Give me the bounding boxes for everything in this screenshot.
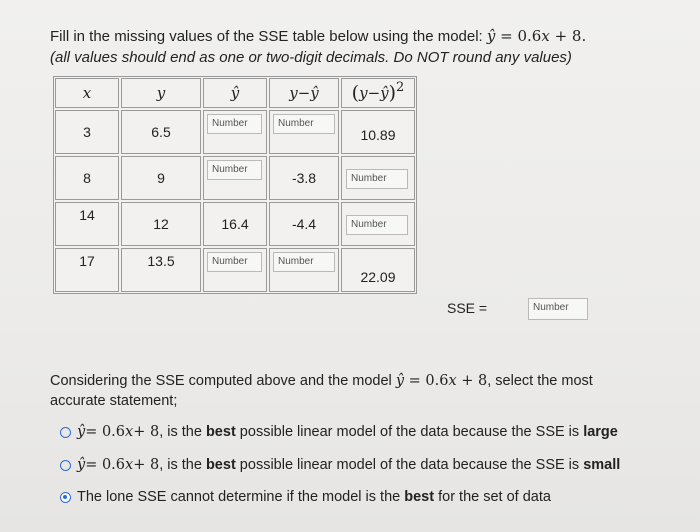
- table-row-4-x: 17: [55, 248, 119, 292]
- prompt-text: [50, 27, 586, 45]
- residual-input-row-1[interactable]: Number: [273, 114, 335, 134]
- table-row-1-squared: 10.89: [341, 110, 415, 154]
- yhat-input-row-2[interactable]: Number: [207, 160, 262, 180]
- sse-input[interactable]: Number: [528, 298, 588, 320]
- table-row-3-x: 14: [55, 202, 119, 246]
- table-row-3-y: 12: [121, 202, 201, 246]
- sse-table: [53, 76, 417, 294]
- table-row-2-x: 8: [55, 156, 119, 200]
- question-text: Considering the SSE computed above and the model ŷ = 0.6x + 8, select the most accurate statement;: [50, 373, 593, 409]
- header-y: y: [121, 78, 201, 108]
- yhat-input-row-4[interactable]: Number: [207, 252, 262, 272]
- table-row-3-squared: [341, 202, 415, 246]
- header-yhat: ŷ: [203, 78, 267, 108]
- prompt-instructions: (all values should end as one or two-digit decimals. Do NOT round any values): [50, 49, 572, 66]
- header-residual: y − ŷ: [269, 78, 339, 108]
- table-row-4-y: 13.5: [121, 248, 201, 292]
- table-row-1-y: 6.5: [121, 110, 201, 154]
- table-row-4-squared: 22.09: [341, 248, 415, 292]
- model-x: x: [541, 27, 550, 45]
- radio-option-3-selected[interactable]: [60, 492, 71, 503]
- option-2[interactable]: ŷ = 0.6 x + 8 , is the best possible linear model of the data because the SSE is small: [60, 457, 620, 473]
- table-row-1-yhat: [203, 110, 267, 154]
- prompt-prefix: Fill in the missing values of the SSE table below using the model:: [50, 28, 487, 45]
- model-eq: = 0.6: [495, 27, 542, 45]
- sse-label: SSE =: [447, 300, 488, 316]
- squared-input-row-2[interactable]: Number: [346, 169, 408, 189]
- model-yhat: ŷ: [486, 27, 496, 45]
- table-row-1-x: 3: [55, 110, 119, 154]
- table-row-4-residual: [269, 248, 339, 292]
- squared-input-row-3[interactable]: Number: [346, 215, 408, 235]
- table-row-1-residual: [269, 110, 339, 154]
- header-x: x: [55, 78, 119, 108]
- table-row-2-y: 9: [121, 156, 201, 200]
- radio-option-2[interactable]: [60, 460, 71, 471]
- yhat-input-row-1[interactable]: Number: [207, 114, 262, 134]
- table-row-3-residual: -4.4: [269, 202, 339, 246]
- table-row-2-yhat: [203, 156, 267, 200]
- table-row-2-squared: [341, 156, 415, 200]
- model-tail: + 8.: [549, 27, 587, 45]
- header-squared-residual: ( y − ŷ ) $^2$: [341, 78, 415, 108]
- radio-option-1[interactable]: [60, 427, 71, 438]
- option-3[interactable]: The lone SSE cannot determine if the model is the best for the set of data: [60, 489, 551, 505]
- residual-input-row-4[interactable]: Number: [273, 252, 335, 272]
- table-row-3-yhat: 16.4: [203, 202, 267, 246]
- table-row-2-residual: -3.8: [269, 156, 339, 200]
- option-1[interactable]: ŷ = 0.6 x + 8 , is the best possible linear model of the data because the SSE is large: [60, 424, 618, 440]
- table-row-4-yhat: [203, 248, 267, 292]
